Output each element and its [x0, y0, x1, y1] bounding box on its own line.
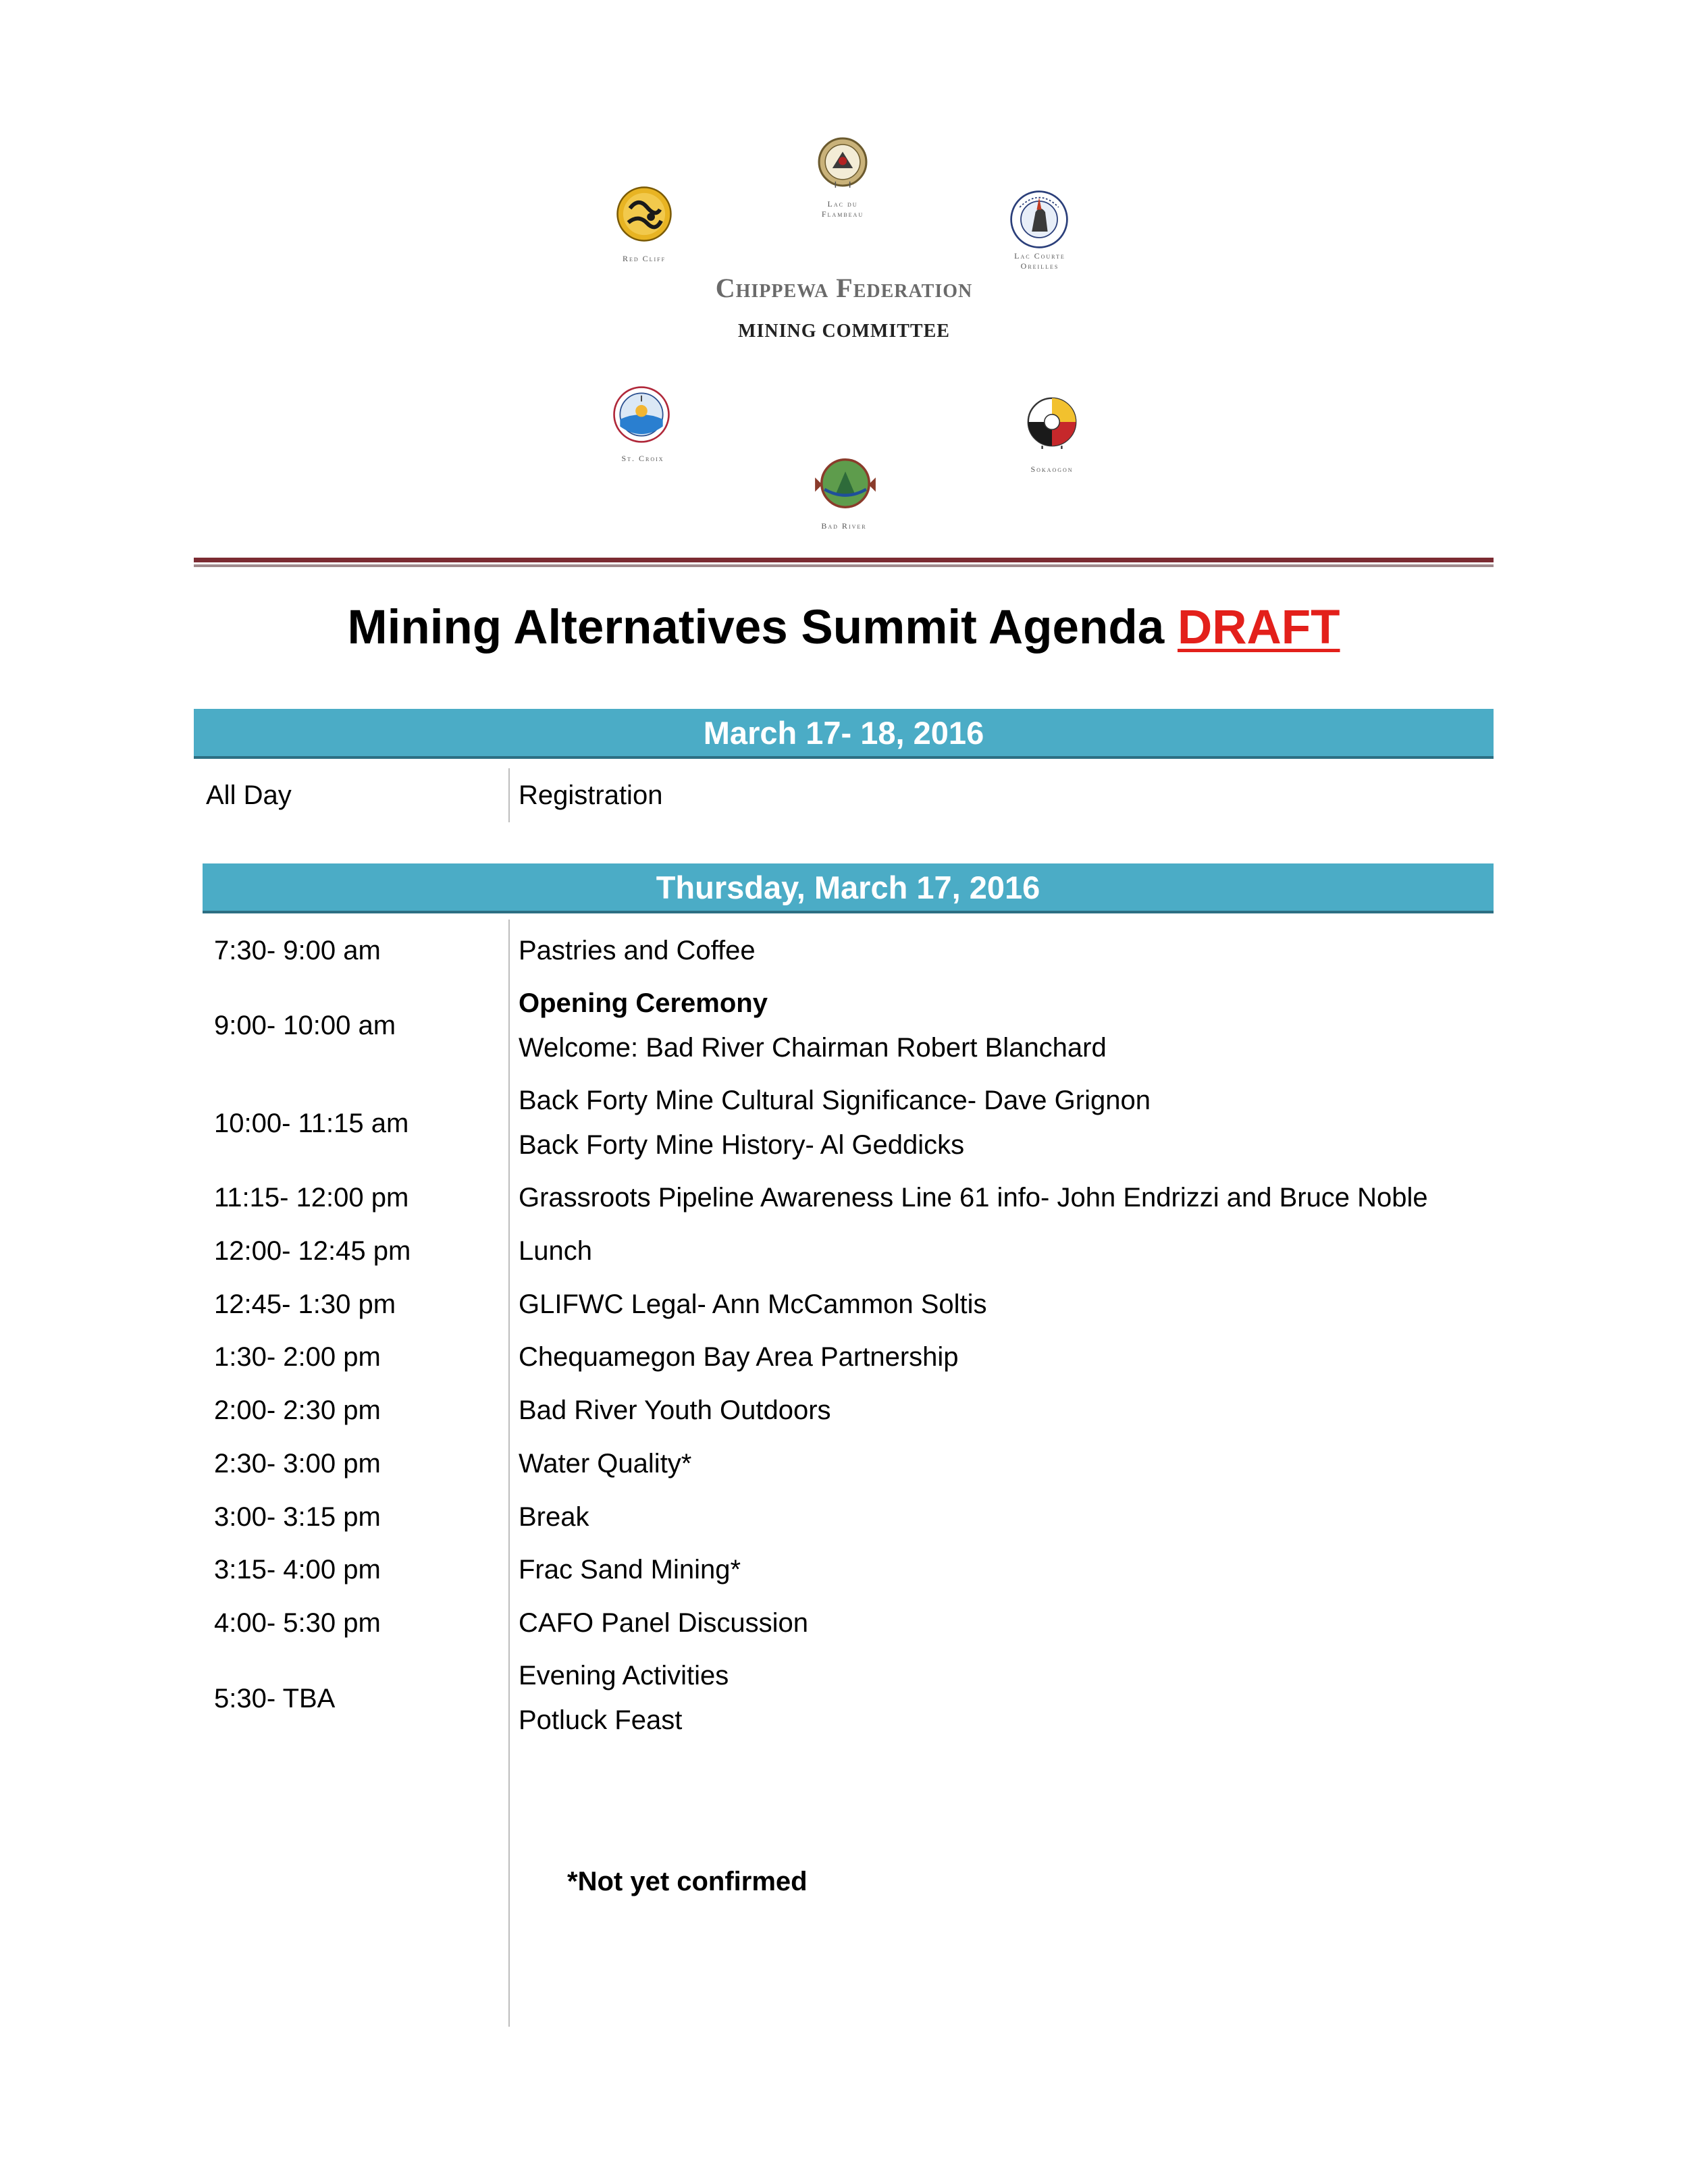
bad-river-seal-icon: [812, 454, 879, 513]
agenda-item: Lunch: [519, 1236, 592, 1266]
footnote: *Not yet confirmed: [567, 1867, 808, 1896]
agenda-item: Break: [519, 1502, 589, 1532]
agenda-time: 4:00- 5:30 pm: [214, 1608, 381, 1638]
organization-name: Chippewa Federation: [715, 273, 973, 303]
agenda-item: CAFO Panel Discussion: [519, 1608, 809, 1638]
lac-courte-oreilles-label: Lac Courte Oreilles: [1014, 251, 1065, 271]
agenda-time: 7:30- 9:00 am: [214, 936, 381, 965]
lac-du-flambeau-label: Lac du Flambeau: [821, 199, 864, 219]
title-text: Mining Alternatives Summit Agenda: [347, 601, 1165, 654]
agenda-time: 10:00- 11:15 am: [214, 1109, 409, 1138]
sokaogon-label: Sokaogon: [1030, 464, 1074, 474]
agenda-item: Grassroots Pipeline Awareness Line 61 info- John Endrizzi and Bruce Noble: [519, 1183, 1428, 1213]
agenda-time: 5:30- TBA: [214, 1684, 336, 1713]
header-rule: [194, 558, 1494, 562]
agenda-time: 3:00- 3:15 pm: [214, 1502, 381, 1532]
agenda-time: 2:30- 3:00 pm: [214, 1449, 381, 1479]
agenda-item: Water Quality*: [519, 1449, 692, 1479]
column-divider: [508, 768, 510, 822]
section-header-march-17-18: March 17- 18, 2016: [194, 709, 1494, 759]
agenda-item: GLIFWC Legal- Ann McCammon Soltis: [519, 1289, 987, 1319]
agenda-item: Chequamegon Bay Area Partnership: [519, 1342, 959, 1372]
page-title: [194, 597, 1494, 658]
column-divider: [508, 920, 510, 2027]
header-rule-shadow: [194, 564, 1494, 567]
sokaogon-seal-icon: [1025, 395, 1079, 449]
agenda-time: 1:30- 2:00 pm: [214, 1342, 381, 1372]
lac-du-flambeau-seal-icon: [817, 136, 868, 188]
agenda-item: Welcome: Bad River Chairman Robert Blanchard: [519, 1033, 1107, 1063]
bad-river-label: Bad River: [821, 521, 867, 531]
agenda-time: 3:15- 4:00 pm: [214, 1555, 381, 1584]
agenda-item: Back Forty Mine History- Al Geddicks: [519, 1130, 965, 1160]
agenda-item: Frac Sand Mining*: [519, 1555, 741, 1584]
committee-name: MINING COMMITTEE: [738, 321, 950, 342]
agenda-time: 12:00- 12:45 pm: [214, 1236, 411, 1266]
red-cliff-seal-icon: [616, 186, 672, 242]
agenda-time: 2:00- 2:30 pm: [214, 1395, 381, 1425]
red-cliff-label: Red Cliff: [622, 254, 666, 263]
agenda-item: Potluck Feast: [519, 1705, 683, 1735]
agenda-item: Evening Activities: [519, 1661, 729, 1690]
agenda-item-opening-ceremony: Opening Ceremony: [519, 988, 768, 1018]
agenda-item: Bad River Youth Outdoors: [519, 1395, 831, 1425]
agenda-item: Registration: [519, 780, 663, 810]
agenda-time: 9:00- 10:00 am: [214, 1011, 396, 1040]
agenda-time: All Day: [206, 780, 292, 810]
agenda-time: 11:15- 12:00 pm: [214, 1183, 409, 1213]
agenda-item: Back Forty Mine Cultural Significance- Dave Grignon: [519, 1086, 1151, 1115]
st-croix-seal-icon: [612, 385, 671, 444]
st-croix-label: St. Croix: [621, 454, 664, 463]
section-header-thursday: Thursday, March 17, 2016: [203, 863, 1494, 913]
draft-status: DRAFT: [1177, 601, 1340, 654]
lac-courte-oreilles-seal-icon: [1009, 189, 1070, 250]
agenda-item: Pastries and Coffee: [519, 936, 756, 965]
agenda-time: 12:45- 1:30 pm: [214, 1289, 396, 1319]
